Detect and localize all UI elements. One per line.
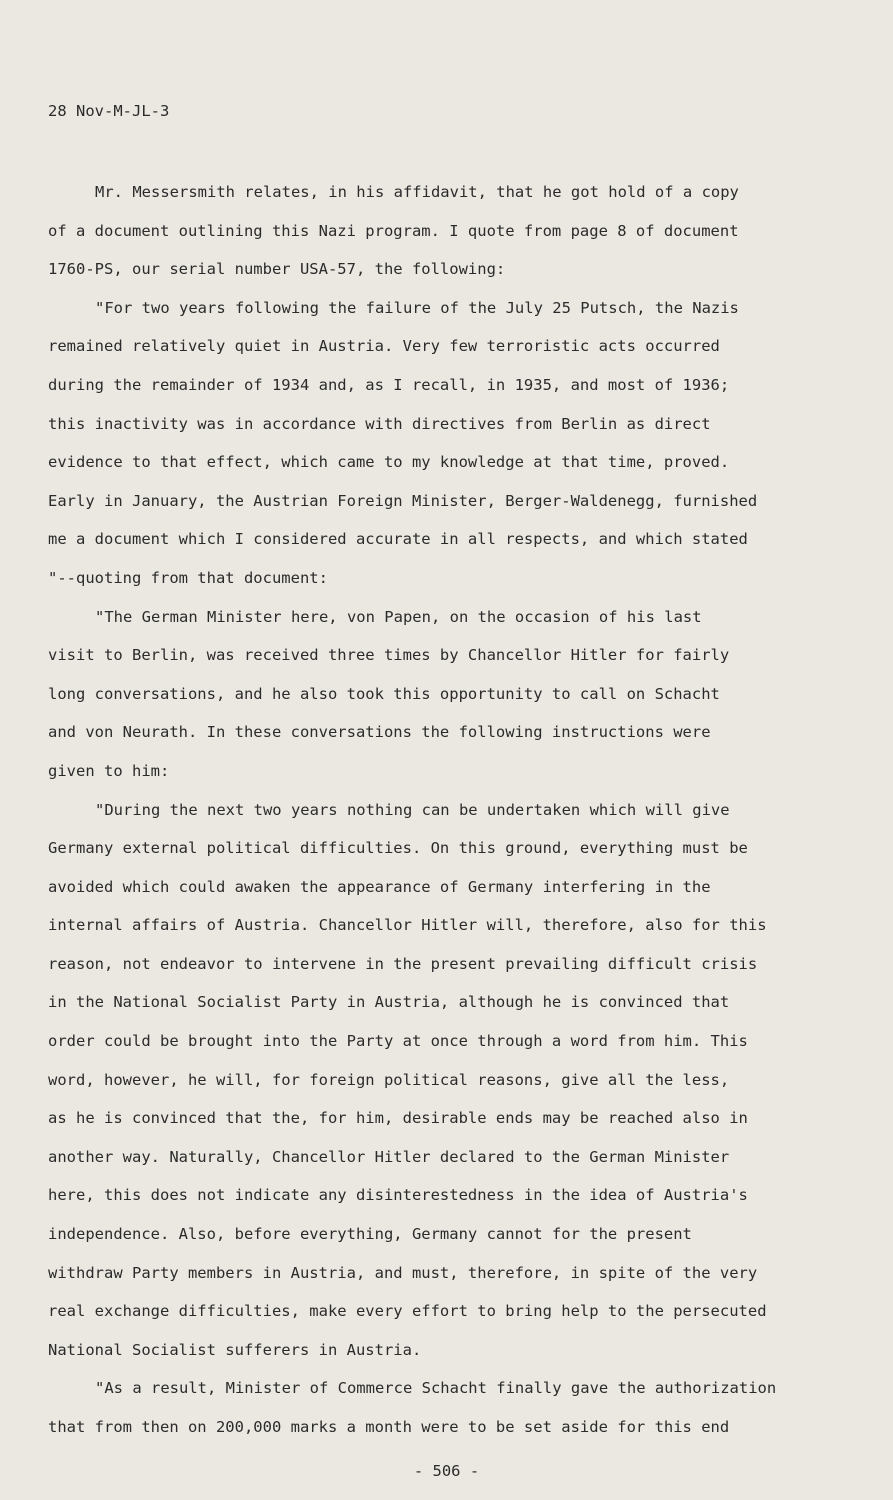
text-line: in the National Socialist Party in Austria, although he is convinced that bbox=[48, 993, 730, 1012]
text-line: visit to Berlin, was received three times by Chancellor Hitler for fairly bbox=[48, 646, 730, 665]
text-line: National Socialist sufferers in Austria. bbox=[48, 1340, 422, 1359]
text-line: as he is convinced that the, for him, desirable ends may be reached also in bbox=[48, 1109, 748, 1128]
text-line: reason, not endeavor to intervene in the present prevailing difficult crisis bbox=[48, 954, 758, 973]
text-line: during the remainder of 1934 and, as I recall, in 1935, and most of 1936; bbox=[48, 375, 730, 394]
text-line: evidence to that effect, which came to my knowledge at that time, proved. bbox=[48, 453, 730, 472]
text-line: "The German Minister here, von Papen, on the occasion of his last bbox=[95, 607, 702, 626]
text-line: avoided which could awaken the appearance of Germany interfering in the bbox=[48, 877, 711, 896]
text-line: of a document outlining this Nazi program. I quote from page 8 of document bbox=[48, 221, 739, 240]
text-line: Mr. Messersmith relates, in his affidavit, that he got hold of a copy bbox=[95, 183, 739, 201]
document-header: 28 Nov-M-JL-3 bbox=[48, 102, 170, 120]
text-line: another way. Naturally, Chancellor Hitler declared to the German Minister bbox=[48, 1147, 730, 1166]
text-line: word, however, he will, for foreign political reasons, give all the less, bbox=[48, 1070, 730, 1089]
text-line: given to him: bbox=[48, 761, 170, 780]
page-number: - 506 - bbox=[413, 1462, 480, 1480]
text-line: this inactivity was in accordance with directives from Berlin as direct bbox=[48, 414, 711, 433]
text-line: long conversations, and he also took this opportunity to call on Schacht bbox=[48, 684, 720, 703]
text-line: order could be brought into the Party at once through a word from him. This bbox=[48, 1032, 748, 1051]
text-line: withdraw Party members in Austria, and must, therefore, in spite of the very bbox=[48, 1263, 758, 1282]
text-line: "During the next two years nothing can be undertaken which will give bbox=[95, 800, 730, 819]
text-line: internal affairs of Austria. Chancellor Hitler will, therefore, also for this bbox=[48, 916, 767, 935]
text-line: "--quoting from that document: bbox=[48, 568, 328, 587]
text-line: "As a result, Minister of Commerce Schacht finally gave the authorization bbox=[95, 1379, 777, 1398]
text-line: Germany external political difficulties. On this ground, everything must be bbox=[48, 839, 748, 858]
text-line: real exchange difficulties, make every effort to bring help to the persecuted bbox=[48, 1302, 767, 1321]
text-line: remained relatively quiet in Austria. Very few terroristic acts occurred bbox=[48, 337, 720, 356]
text-line: me a document which I considered accurate in all respects, and which stated bbox=[48, 530, 748, 549]
text-line: "For two years following the failure of the July 25 Putsch, the Nazis bbox=[95, 298, 739, 317]
document-body bbox=[48, 173, 848, 1447]
text-line: independence. Also, before everything, Germany cannot for the present bbox=[48, 1225, 692, 1244]
text-line: here, this does not indicate any disinterestedness in the idea of Austria's bbox=[48, 1186, 748, 1205]
text-line: that from then on 200,000 marks a month were to be set aside for this end bbox=[48, 1418, 730, 1436]
text-line: 1760-PS, our serial number USA-57, the following: bbox=[48, 260, 506, 279]
text-line: and von Neurath. In these conversations the following instructions were bbox=[48, 723, 711, 742]
text-line: Early in January, the Austrian Foreign Minister, Berger-Waldenegg, furnished bbox=[48, 491, 758, 510]
